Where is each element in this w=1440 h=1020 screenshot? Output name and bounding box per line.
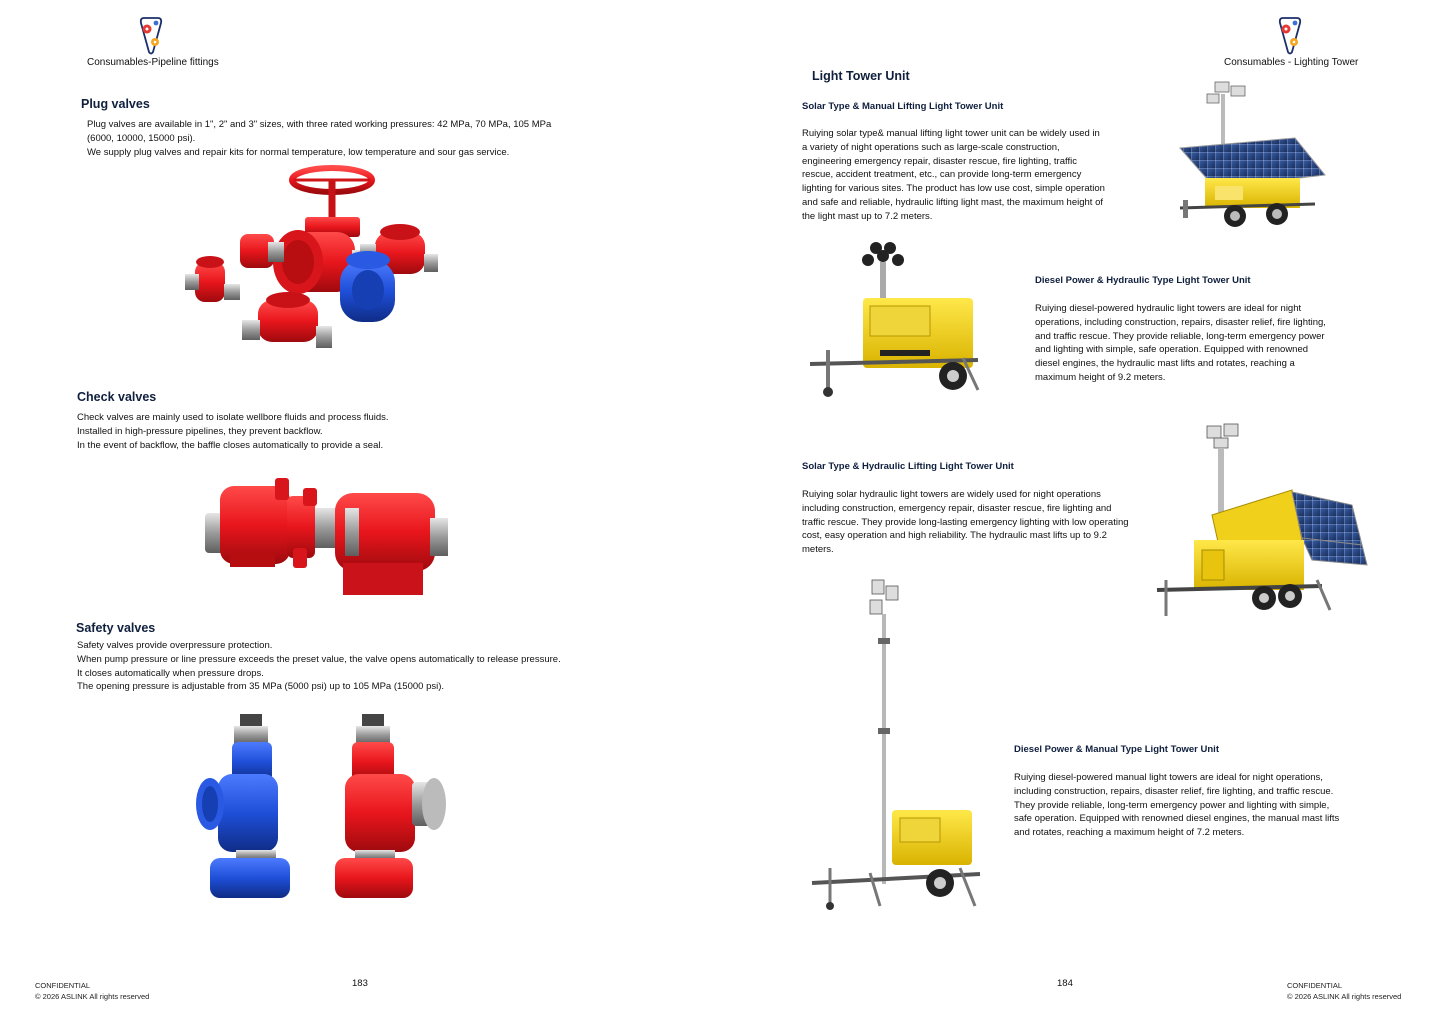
safety-valves-title: Safety valves — [76, 621, 156, 635]
check-line: In the event of backflow, the baffle closes automatically to provide a seal. — [77, 439, 384, 451]
light-tower-title: Light Tower Unit — [812, 69, 910, 83]
safety-line: Safety valves provide overpressure protection. — [77, 640, 273, 651]
plug-line: (6000, 10000, 15000 psi). — [87, 132, 196, 144]
diesel-hydraulic-line: Ruiying diesel-powered hydraulic light towers are ideal for night — [1035, 303, 1302, 314]
diesel-hydraulic-text — [1035, 302, 1326, 385]
solar-hydraulic-line: meters. — [802, 544, 834, 556]
solar-manual-line: Ruiying solar type& manual lifting light tower unit can be widely used in — [802, 128, 1100, 139]
copyright-label: © 2026 ASLINK All rights reserved — [35, 992, 150, 1001]
solar-manual-text — [802, 127, 1105, 224]
diesel-hydraulic-title: Diesel Power & Hydraulic Type Light Tower Unit — [1035, 275, 1251, 286]
check-valves-image — [195, 468, 455, 600]
page-header-left: Consumables-Pipeline fittings — [87, 57, 219, 68]
footer-right — [1287, 980, 1401, 1002]
aslink-logo-icon — [138, 14, 164, 56]
solar-manual-line: lighting for various sites. The product has low use cost, simple operation — [802, 183, 1105, 195]
check-valves-title: Check valves — [77, 390, 157, 404]
safety-line: The opening pressure is adjustable from 35 MPa (5000 psi) up to 105 MPa (15000 psi). — [77, 681, 445, 693]
solar-manual-title: Solar Type & Manual Lifting Light Tower Unit — [802, 101, 1004, 112]
diesel-hydraulic-tower-image — [808, 240, 988, 402]
footer-left — [35, 980, 149, 1002]
diesel-hydraulic-line: operations, including construction, repairs, disaster relief, fire lighting, — [1035, 316, 1326, 328]
aslink-logo-icon — [1277, 14, 1303, 56]
diesel-hydraulic-line: maximum height of 9.2 meters. — [1035, 371, 1166, 383]
solar-manual-tower-image — [1175, 80, 1335, 232]
check-line: Installed in high-pressure pipelines, they prevent backflow. — [77, 425, 323, 437]
diesel-manual-title: Diesel Power & Manual Type Light Tower Unit — [1014, 744, 1219, 755]
diesel-manual-line: including construction, repairs, disaster relief, fire lighting, and traffic rescue. — [1014, 785, 1334, 797]
check-line: Check valves are mainly used to isolate wellbore fluids and process fluids. — [77, 412, 389, 423]
check-valves-text — [77, 411, 389, 452]
diesel-manual-text — [1014, 771, 1339, 840]
plug-valves-title: Plug valves — [81, 97, 150, 111]
plug-valves-image — [180, 162, 470, 357]
solar-hydraulic-line: cost, easy operation and high reliability. The hydraulic mast lifts up to 9.2 — [802, 530, 1107, 542]
solar-manual-line: and safe and reliable, hydraulic lifting light mast, the maximum height of — [802, 196, 1103, 208]
safety-line: When pump pressure or line pressure exceeds the preset value, the valve opens automatically to release pressure. — [77, 653, 561, 665]
safety-valves-image — [190, 712, 460, 902]
solar-manual-line: the light mast up to 7.2 meters. — [802, 210, 933, 222]
solar-hydraulic-line: Ruiying solar hydraulic light towers are widely used for night operations — [802, 489, 1101, 500]
solar-hydraulic-title: Solar Type & Hydraulic Lifting Light Tower Unit — [802, 461, 1014, 472]
diesel-manual-line: safe operation. Equipped with renowned diesel engines, the manual mast lifts — [1014, 813, 1340, 825]
diesel-hydraulic-line: diesel engines, the hydraulic mast lifts and rotates, reaching a — [1035, 358, 1295, 370]
safety-valves-text — [77, 639, 561, 694]
solar-hydraulic-text — [802, 488, 1129, 557]
confidential-label: CONFIDENTIAL — [1287, 981, 1343, 990]
solar-hydraulic-tower-image — [1152, 420, 1370, 625]
page-number-right: 184 — [1057, 978, 1073, 989]
page-header-right: Consumables - Lighting Tower — [1224, 57, 1359, 68]
solar-manual-line: rescue, accident treatment, etc., can provide long-term emergency — [802, 169, 1082, 181]
diesel-manual-line: They provide reliable, long-term emergency power and lighting with simple, — [1014, 799, 1330, 811]
diesel-manual-tower-image — [810, 578, 990, 913]
solar-manual-line: engineering emergency repair, disaster rescue, fire lighting, traffic — [802, 155, 1077, 167]
solar-hydraulic-line: including construction, emergency repair, disaster rescue, fire lighting and — [802, 502, 1112, 514]
confidential-label: CONFIDENTIAL — [35, 981, 91, 990]
diesel-manual-line: Ruiying diesel-powered manual light towers are ideal for night operations, — [1014, 772, 1323, 783]
diesel-hydraulic-line: and traffic rescue. They provide reliable, long-term emergency power — [1035, 330, 1325, 342]
plug-line: We supply plug valves and repair kits for normal temperature, low temperature and sour gas service. — [87, 146, 510, 158]
copyright-label: © 2026 ASLINK All rights reserved — [1287, 992, 1402, 1001]
safety-line: It closes automatically when pressure drops. — [77, 667, 264, 679]
page-number-left: 183 — [352, 978, 368, 989]
solar-hydraulic-line: traffic rescue. They provide long-lasting emergency lighting with low operating — [802, 516, 1129, 528]
plug-valves-text — [87, 118, 551, 159]
diesel-manual-line: and rotates, reaching a maximum height of 7.2 meters. — [1014, 827, 1245, 839]
solar-manual-line: a variety of night operations such as large-scale construction, — [802, 141, 1060, 153]
plug-line: Plug valves are available in 1", 2" and 3" sizes, with three rated working pressures: 42 MPa, 70 MPa, 105 MPa — [87, 119, 552, 130]
diesel-hydraulic-line: and lighting with simple, safe operation. Equipped with renowned — [1035, 344, 1309, 356]
